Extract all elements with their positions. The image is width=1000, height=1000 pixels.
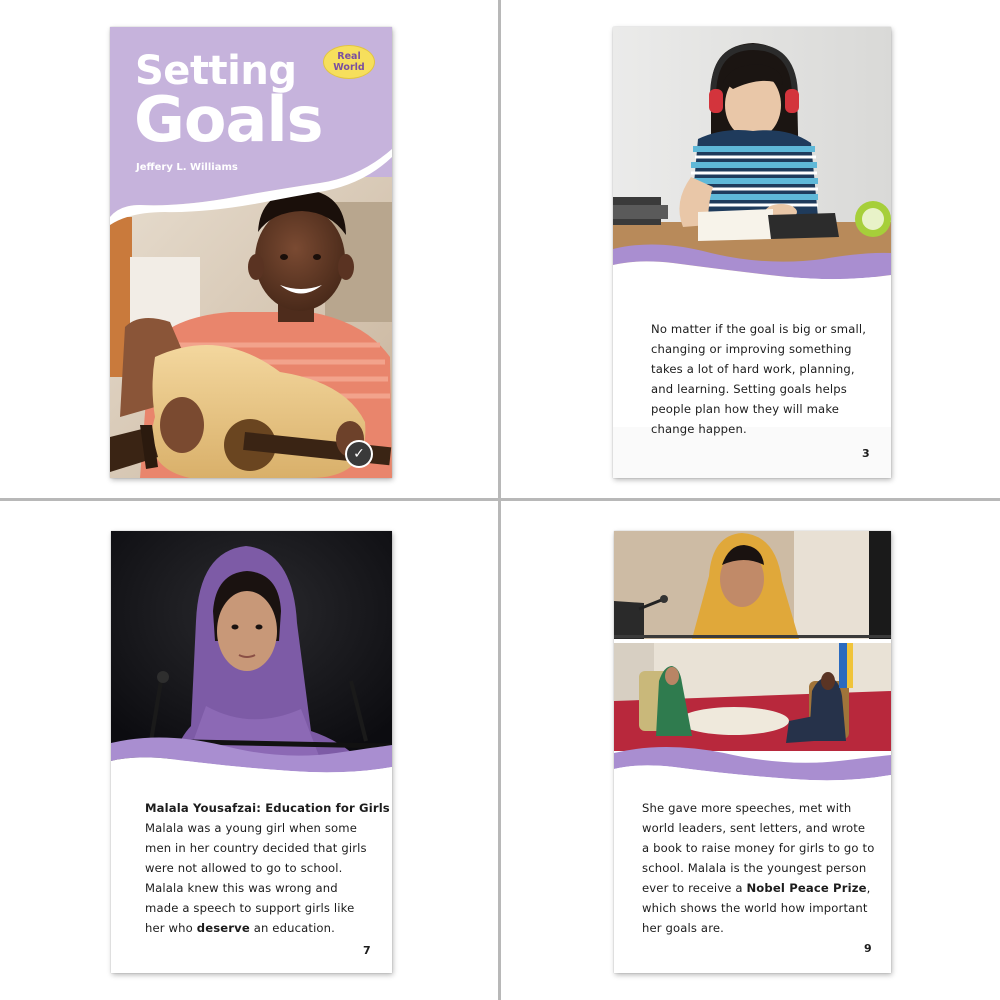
text-line: her goals are.: [642, 921, 724, 935]
horizontal-grid-divider: [0, 498, 1000, 501]
text-line: No matter if the goal is big or small,: [651, 322, 867, 336]
text-line: a book to raise money for girls to go to: [642, 841, 875, 855]
text-fragment: ever to receive a: [642, 881, 747, 895]
page7-body-text: [145, 798, 390, 938]
page-number: 9: [864, 942, 872, 955]
publisher-bird-icon: ✓: [345, 440, 373, 468]
text-line: [145, 918, 390, 938]
text-line: changing or improving something: [651, 342, 852, 356]
page-number: 3: [862, 447, 870, 460]
text-fragment: an education.: [249, 921, 336, 935]
book-page-7: [111, 531, 392, 973]
text-line: She gave more speeches, met with: [642, 801, 852, 815]
text-fragment: her who: [145, 921, 197, 935]
text-line: were not allowed to go to school.: [145, 861, 343, 875]
cover-title-line2: Goals: [134, 83, 323, 156]
text-line: Malala knew this was wrong and: [145, 881, 338, 895]
text-line: [642, 878, 874, 898]
text-line: men in her country decided that girls: [145, 841, 367, 855]
text-line: people plan how they will make: [651, 402, 840, 416]
text-line: school. Malala is the youngest person: [642, 861, 867, 875]
bold-phrase: Nobel Peace Prize: [746, 881, 867, 895]
bold-word: deserve: [196, 921, 250, 935]
cover-author: Jeffery L. Williams: [136, 162, 238, 173]
text-line: and learning. Setting goals helps: [651, 382, 847, 396]
page-number: 7: [363, 944, 371, 957]
book-cover: [110, 27, 392, 478]
text-line: change happen.: [651, 422, 747, 436]
page3-body-text: [651, 319, 866, 439]
real-world-badge: Real World: [323, 45, 375, 79]
book-page-9: [614, 531, 891, 973]
section-heading: Malala Yousafzai: Education for Girls: [145, 801, 390, 815]
text-fragment: ,: [866, 881, 871, 895]
text-line: which shows the world how important: [642, 901, 868, 915]
page9-body-text: [642, 798, 874, 938]
book-page-3: [613, 27, 891, 478]
text-line: Malala was a young girl when some: [145, 821, 358, 835]
text-line: world leaders, sent letters, and wrote: [642, 821, 866, 835]
cover-title-line1: Setting: [135, 48, 297, 94]
text-line: takes a lot of hard work, planning,: [651, 362, 855, 376]
text-line: made a speech to support girls like: [145, 901, 355, 915]
